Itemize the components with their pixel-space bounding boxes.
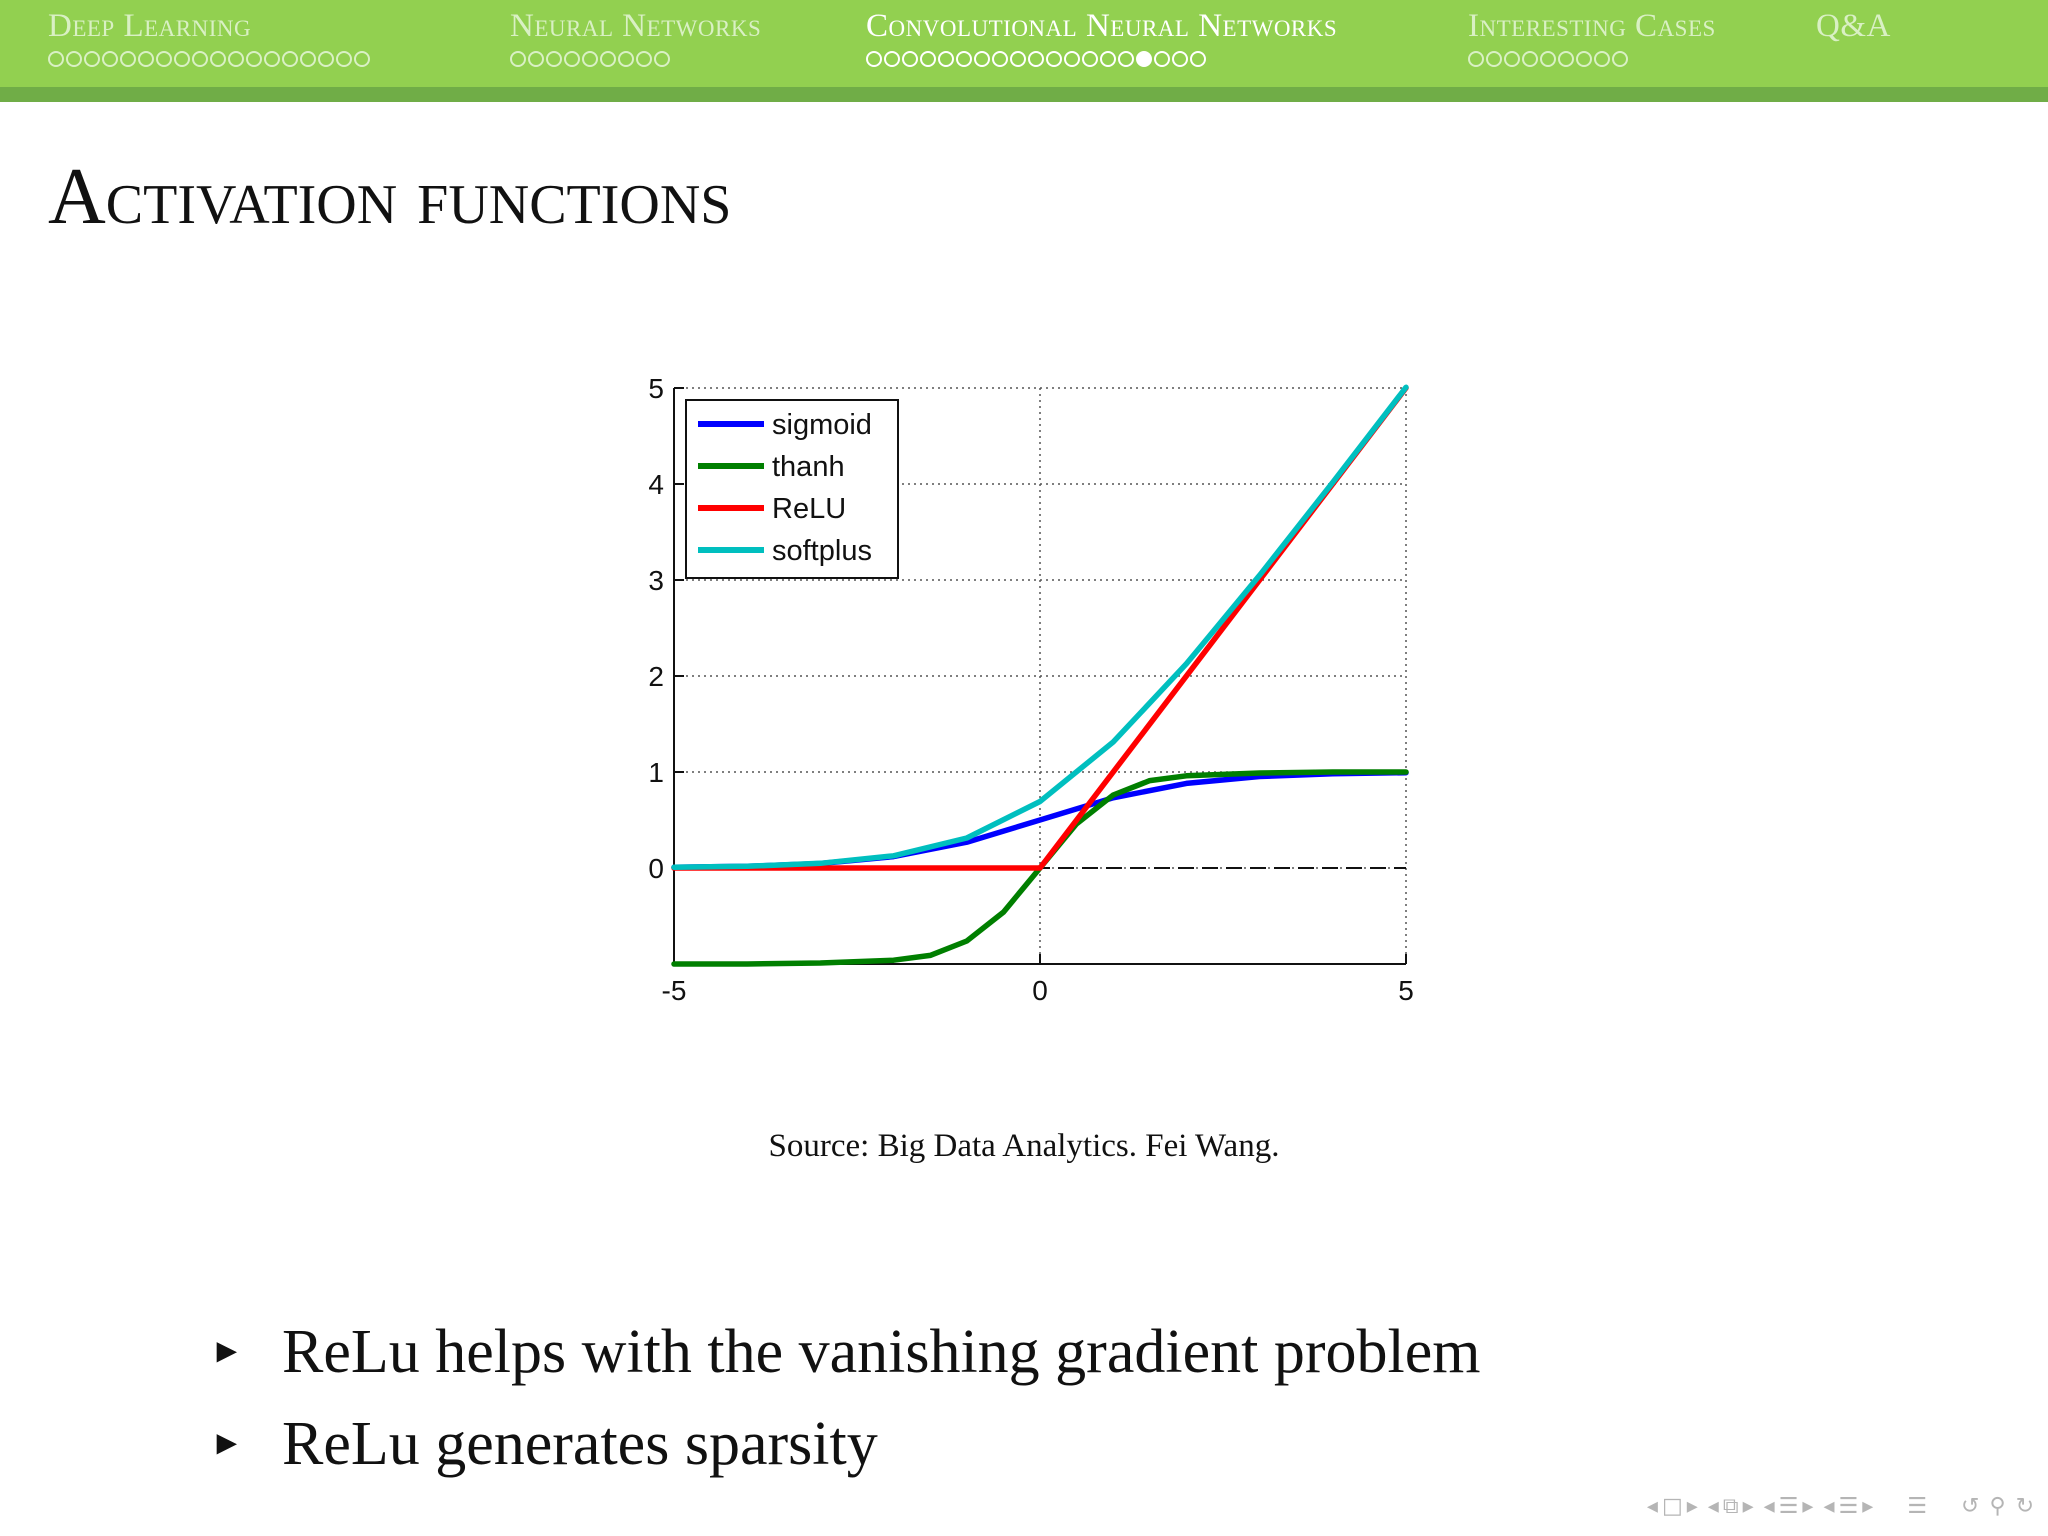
frame-dot[interactable] bbox=[210, 51, 226, 67]
frame-nav[interactable] bbox=[1647, 1494, 1698, 1519]
frame-dot[interactable] bbox=[1064, 51, 1080, 67]
x-tick-label: -5 bbox=[661, 975, 687, 1006]
frame-dot[interactable] bbox=[1172, 51, 1188, 67]
frame-dot[interactable] bbox=[228, 51, 244, 67]
frame-dot[interactable] bbox=[1558, 51, 1574, 67]
arrow-left-icon[interactable]: ◂ bbox=[1823, 1493, 1835, 1519]
frame-dot[interactable] bbox=[1154, 51, 1170, 67]
frame-dot[interactable] bbox=[974, 51, 990, 67]
search-icon[interactable]: ⚲ bbox=[1989, 1493, 2006, 1519]
frame-dot[interactable] bbox=[336, 51, 352, 67]
frame-dot[interactable] bbox=[654, 51, 670, 67]
y-tick-label: 4 bbox=[648, 469, 664, 500]
outline-icon[interactable]: ☰ bbox=[1907, 1493, 1927, 1519]
arrow-left-icon[interactable]: ◂ bbox=[1763, 1493, 1775, 1519]
frame-dot[interactable] bbox=[192, 51, 208, 67]
bullet-triangle-icon: ► bbox=[210, 1425, 244, 1462]
frame-dot[interactable] bbox=[318, 51, 334, 67]
section-title[interactable]: Neural Networks bbox=[510, 8, 762, 44]
bullet-list bbox=[210, 1306, 1480, 1490]
bullet-text: ReLu generates sparsity bbox=[282, 1409, 878, 1478]
legend-label: softplus bbox=[772, 535, 872, 567]
section-progress-dots bbox=[1468, 49, 1716, 69]
frame-icon[interactable]: □ bbox=[1661, 1493, 1683, 1519]
header-stripe bbox=[0, 87, 2048, 102]
frame-dot[interactable] bbox=[1082, 51, 1098, 67]
frame-dot[interactable] bbox=[174, 51, 190, 67]
frame-dot[interactable] bbox=[1100, 51, 1116, 67]
activation-functions-chart bbox=[620, 360, 1480, 1020]
frame-dot[interactable] bbox=[120, 51, 136, 67]
section-progress-dots bbox=[1816, 49, 1891, 69]
subsection-icon[interactable]: ⧉ bbox=[1722, 1493, 1739, 1519]
frame-dot[interactable] bbox=[1486, 51, 1502, 67]
arrow-left-icon[interactable]: ◂ bbox=[1646, 1493, 1658, 1519]
beamer-navigation bbox=[1647, 1484, 2034, 1528]
undo-icon[interactable]: ↺ bbox=[1961, 1493, 1980, 1519]
y-tick-label: 5 bbox=[648, 373, 664, 404]
section-progress-dots bbox=[510, 49, 761, 69]
section-q-a[interactable] bbox=[1816, 8, 1891, 69]
frame-dot[interactable] bbox=[884, 51, 900, 67]
frame-dot[interactable] bbox=[264, 51, 280, 67]
slide-icon[interactable]: ☰ bbox=[1838, 1493, 1859, 1519]
slide-nav[interactable] bbox=[1823, 1494, 1873, 1519]
frame-dot[interactable] bbox=[510, 51, 526, 67]
bullet-triangle-icon: ► bbox=[210, 1333, 244, 1370]
x-tick-label: 5 bbox=[1398, 975, 1414, 1006]
bullet-item bbox=[210, 1306, 1480, 1398]
section-title[interactable]: Q&A bbox=[1816, 8, 1891, 44]
frame-dot[interactable] bbox=[1504, 51, 1520, 67]
section-title[interactable]: Interesting Cases bbox=[1468, 8, 1716, 44]
section-interesting-cases[interactable] bbox=[1468, 8, 1716, 69]
frame-dot[interactable] bbox=[1468, 51, 1484, 67]
frame-dot[interactable] bbox=[354, 51, 370, 67]
bullet-item bbox=[210, 1398, 1480, 1490]
frame-dot[interactable] bbox=[920, 51, 936, 67]
frame-dot[interactable] bbox=[282, 51, 298, 67]
frame-dot[interactable] bbox=[156, 51, 172, 67]
frame-dot[interactable] bbox=[902, 51, 918, 67]
frame-dot[interactable] bbox=[992, 51, 1008, 67]
frame-dot[interactable] bbox=[300, 51, 316, 67]
frame-dot[interactable] bbox=[1190, 51, 1206, 67]
arrow-right-icon[interactable]: ▸ bbox=[1862, 1493, 1874, 1519]
section-title[interactable]: Convolutional Neural Networks bbox=[866, 8, 1338, 44]
frame-dot[interactable] bbox=[1118, 51, 1134, 67]
section-progress-dots bbox=[48, 49, 370, 69]
frame-dot[interactable] bbox=[546, 51, 562, 67]
section-icon[interactable]: ☰ bbox=[1778, 1493, 1799, 1519]
frame-dot[interactable] bbox=[48, 51, 64, 67]
y-tick-label: 2 bbox=[648, 661, 664, 692]
frame-dot[interactable] bbox=[84, 51, 100, 67]
x-tick-label: 0 bbox=[1032, 975, 1048, 1006]
section-progress-dots bbox=[866, 49, 1337, 69]
y-tick-label: 1 bbox=[648, 757, 664, 788]
frame-dot[interactable] bbox=[636, 51, 652, 67]
section-convolutional-neural-networks[interactable] bbox=[866, 8, 1337, 69]
current-frame-dot[interactable] bbox=[1136, 51, 1152, 67]
frame-dot[interactable] bbox=[1010, 51, 1026, 67]
arrow-left-icon[interactable]: ◂ bbox=[1707, 1493, 1719, 1519]
section-deep-learning[interactable] bbox=[48, 8, 370, 69]
section-nav[interactable] bbox=[1764, 1494, 1814, 1519]
frame-dot[interactable] bbox=[938, 51, 954, 67]
frame-dot[interactable] bbox=[1028, 51, 1044, 67]
frame-dot[interactable] bbox=[1612, 51, 1628, 67]
arrow-right-icon[interactable]: ▸ bbox=[1742, 1493, 1754, 1519]
section-title[interactable]: Deep Learning bbox=[48, 8, 252, 44]
frame-dot[interactable] bbox=[600, 51, 616, 67]
frame-dot[interactable] bbox=[102, 51, 118, 67]
section-neural-networks[interactable] bbox=[510, 8, 761, 69]
frame-dot[interactable] bbox=[564, 51, 580, 67]
frame-dot[interactable] bbox=[618, 51, 634, 67]
frame-dot[interactable] bbox=[1522, 51, 1538, 67]
figure-caption: Source: Big Data Analytics. Fei Wang. bbox=[768, 1128, 1280, 1164]
frame-dot[interactable] bbox=[1576, 51, 1592, 67]
frame-dot[interactable] bbox=[246, 51, 262, 67]
legend-label: thanh bbox=[772, 451, 845, 483]
frame-dot[interactable] bbox=[528, 51, 544, 67]
frame-dot[interactable] bbox=[866, 51, 882, 67]
y-tick-label: 3 bbox=[648, 565, 664, 596]
frame-dot[interactable] bbox=[66, 51, 82, 67]
legend-label: ReLU bbox=[772, 493, 847, 525]
arrow-right-icon[interactable]: ▸ bbox=[1686, 1493, 1698, 1519]
y-tick-label: 0 bbox=[648, 853, 664, 884]
bullet-text: ReLu helps with the vanishing gradient problem bbox=[282, 1317, 1481, 1386]
subsection-nav[interactable] bbox=[1708, 1494, 1754, 1519]
legend-label: sigmoid bbox=[772, 409, 872, 441]
frame-dot[interactable] bbox=[1540, 51, 1556, 67]
frame-dot[interactable] bbox=[138, 51, 154, 67]
arrow-right-icon[interactable]: ▸ bbox=[1802, 1493, 1814, 1519]
slide-title: Activation functions bbox=[48, 153, 732, 241]
frame-dot[interactable] bbox=[582, 51, 598, 67]
frame-dot[interactable] bbox=[956, 51, 972, 67]
redo-icon[interactable]: ↻ bbox=[2015, 1493, 2034, 1519]
frame-dot[interactable] bbox=[1594, 51, 1610, 67]
frame-dot[interactable] bbox=[1046, 51, 1062, 67]
